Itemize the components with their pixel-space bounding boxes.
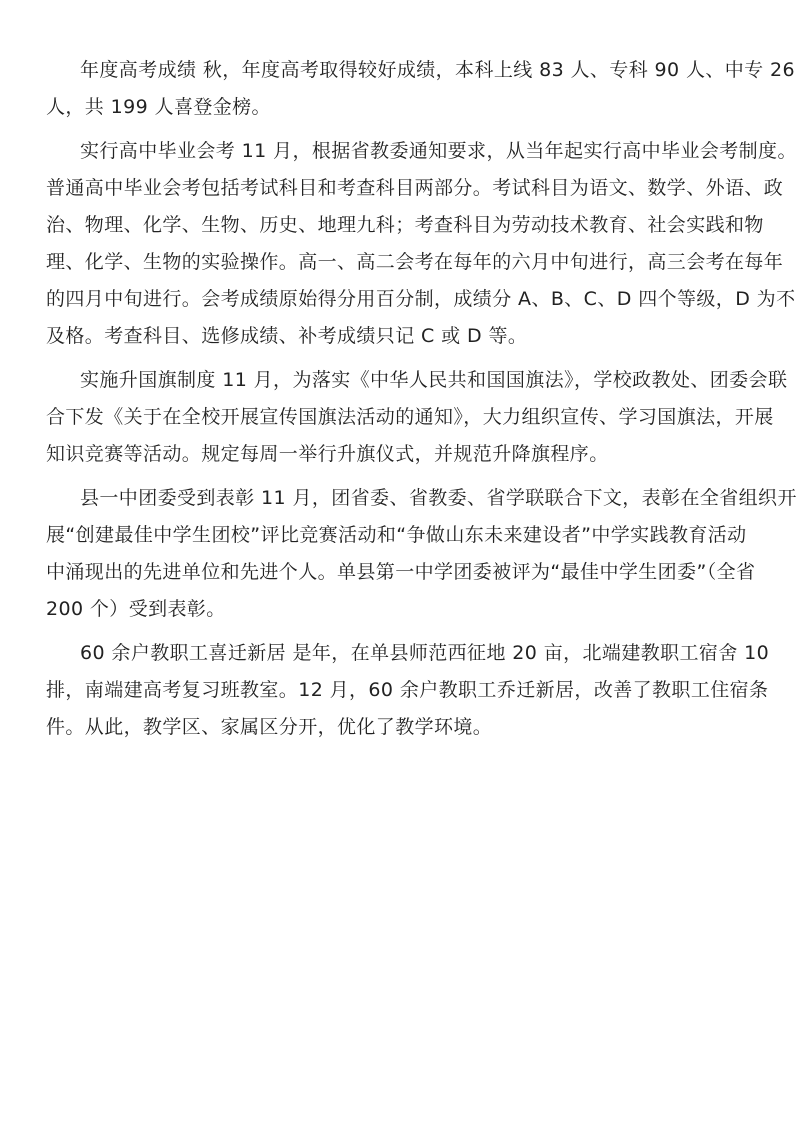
text-line: 实行高中毕业会考 11 月，根据省教委通知要求，从当年起实行高中毕业会考制度。 xyxy=(80,140,797,162)
text-line: 理、化学、生物的实验操作。高一、高二会考在每年的六月中旬进行，高三会考在每年 xyxy=(46,251,784,273)
text-line: 人，共 199 人喜登金榜。 xyxy=(46,96,271,118)
text-line: 实施升国旗制度 11 月，为落实《中华人民共和国国旗法》，学校政教处、团委会联 xyxy=(80,369,788,391)
text-line: 治、物理、化学、生物、历史、地理九科；考查科目为劳动技术教育、社会实践和物 xyxy=(46,214,764,236)
text-line: 年度高考成绩 秋，年度高考取得较好成绩，本科上线 83 人、专科 90 人、中专 26 xyxy=(80,59,795,81)
paragraph-flag-raising xyxy=(46,362,788,473)
text-line: 排，南端建高考复习班教室。12 月，60 余户教职工乔迁新居，改善了教职工住宿条 xyxy=(46,679,769,701)
paragraph-league-commended xyxy=(46,480,797,628)
text-line: 县一中团委受到表彰 11 月，团省委、省教委、省学联联合下文，表彰在全省组织开 xyxy=(80,487,797,509)
text-line: 及格。考查科目、选修成绩、补考成绩只记 C 或 D 等。 xyxy=(46,325,528,347)
document-page xyxy=(46,52,797,753)
text-line: 60 余户教职工喜迁新居 是年，在单县师范西征地 20 亩，北端建教职工宿舍 10 xyxy=(80,642,770,664)
text-line: 合下发《关于在全校开展宣传国旗法活动的通知》，大力组织宣传、学习国旗法，开展 xyxy=(46,406,774,428)
paragraph-gaokao-results xyxy=(46,52,795,126)
text-line: 中涌现出的先进单位和先进个人。单县第一中学团委被评为“最佳中学生团委”（全省 xyxy=(46,561,756,583)
text-line: 普通高中毕业会考包括考试科目和考查科目两部分。考试科目为语文、数学、外语、政 xyxy=(46,177,784,199)
text-line: 的四月中旬进行。会考成绩原始得分用百分制，成绩分 A、B、C、D 四个等级，D 为不 xyxy=(46,288,796,310)
text-line: 件。从此，教学区、家属区分开，优化了教学环境。 xyxy=(46,716,493,738)
text-line: 200 个）受到表彰。 xyxy=(46,598,226,620)
paragraph-staff-housing xyxy=(46,635,770,746)
text-line: 知识竞赛等活动。规定每周一举行升旗仪式，并规范升降旗程序。 xyxy=(46,443,609,465)
text-line: 展“创建最佳中学生团校”评比竞赛活动和“争做山东未来建设者”中学实践教育活动 xyxy=(46,524,747,546)
paragraph-graduation-exam xyxy=(46,133,797,355)
